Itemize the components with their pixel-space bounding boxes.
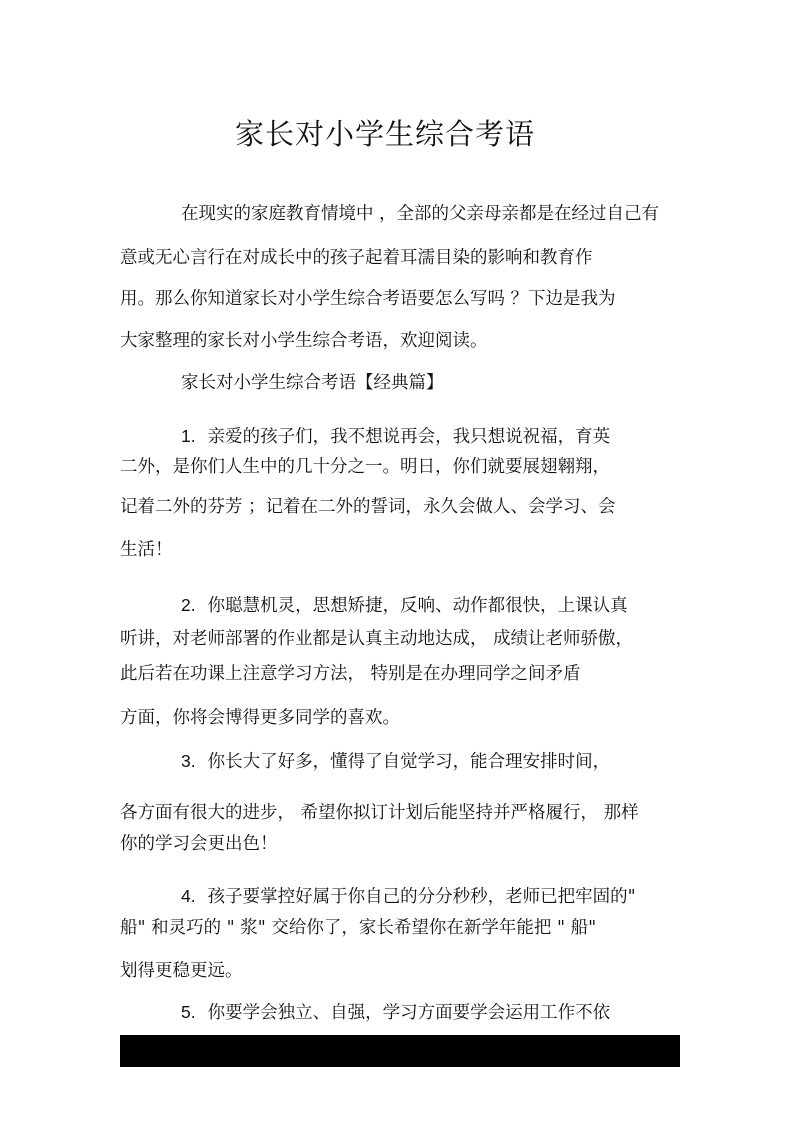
item-4-line-2: 船" 和灵巧的 " 浆" 交给你了，家长希望你在新学年能把 " 船" bbox=[120, 918, 597, 938]
item-2-line-2: 听讲，对老师部署的作业都是认真主动地达成， 成绩让老师骄傲， bbox=[120, 629, 634, 649]
item-5-first-line bbox=[181, 1000, 610, 1025]
item-1-line-2: 二外，是你们人生中的几十分之一。明日，你们就要展翅翱翔， bbox=[120, 457, 610, 477]
item-4-number: 4. bbox=[181, 886, 196, 906]
item-3-line-2: 各方面有很大的进步， 希望你拟订计划后能坚持并严格履行， 那样 bbox=[120, 803, 639, 823]
item-4-text: 孩子要掌控好属于你自己的分分秒秒，老师已把牢固的" bbox=[207, 887, 636, 907]
item-4-first-line bbox=[181, 884, 636, 909]
item-3-first-line bbox=[181, 749, 610, 774]
item-3-line-3: 你的学习会更出色！ bbox=[120, 834, 278, 854]
section-heading: 家长对小学生综合考语【经典篇】 bbox=[181, 373, 444, 393]
item-2-line-4: 方面，你将会博得更多同学的喜欢。 bbox=[120, 708, 400, 728]
item-2-number: 2. bbox=[181, 595, 196, 615]
intro-line-1: 在现实的家庭教育情境中 ，全部的父亲母亲都是在经过自己有 bbox=[181, 204, 660, 224]
intro-line-3: 用。那么你知道家长对小学生综合考语要怎么写吗 ？下边是我为 bbox=[120, 289, 616, 309]
document-title: 家长对小学生综合考语 bbox=[234, 117, 535, 151]
intro-line-4: 大家整理的家长对小学生综合考语，欢迎阅读。 bbox=[120, 331, 488, 351]
intro-line-2: 意或无心言行在对成长中的孩子起着耳濡目染的影响和教育作 bbox=[120, 248, 593, 268]
redaction-bar bbox=[120, 1035, 680, 1067]
item-1-number: 1. bbox=[181, 426, 196, 446]
item-1-first-line bbox=[181, 424, 610, 449]
item-3-text: 你长大了好多，懂得了自觉学习，能合理安排时间， bbox=[207, 752, 611, 772]
item-2-line-3: 此后若在功课上注意学习方法， 特别是在办理同学之间矛盾 bbox=[120, 664, 581, 684]
item-2-text: 你聪慧机灵，思想矫捷，反响、动作都很快，上课认真 bbox=[207, 596, 628, 616]
item-3-number: 3. bbox=[181, 751, 196, 771]
item-1-line-3: 记着二外的芬芳 ；记着在二外的誓词，永久会做人、会学习、会 bbox=[120, 497, 616, 517]
item-1-text: 亲爱的孩子们，我不想说再会，我只想说祝福，育英 bbox=[207, 427, 611, 447]
item-2-first-line bbox=[181, 593, 628, 618]
item-1-line-4: 生活！ bbox=[120, 540, 173, 560]
item-5-text: 你要学会独立、自强，学习方面要学会运用工作不依 bbox=[207, 1003, 611, 1023]
item-4-line-3: 划得更稳更远。 bbox=[120, 961, 243, 981]
item-5-number: 5. bbox=[181, 1002, 196, 1022]
